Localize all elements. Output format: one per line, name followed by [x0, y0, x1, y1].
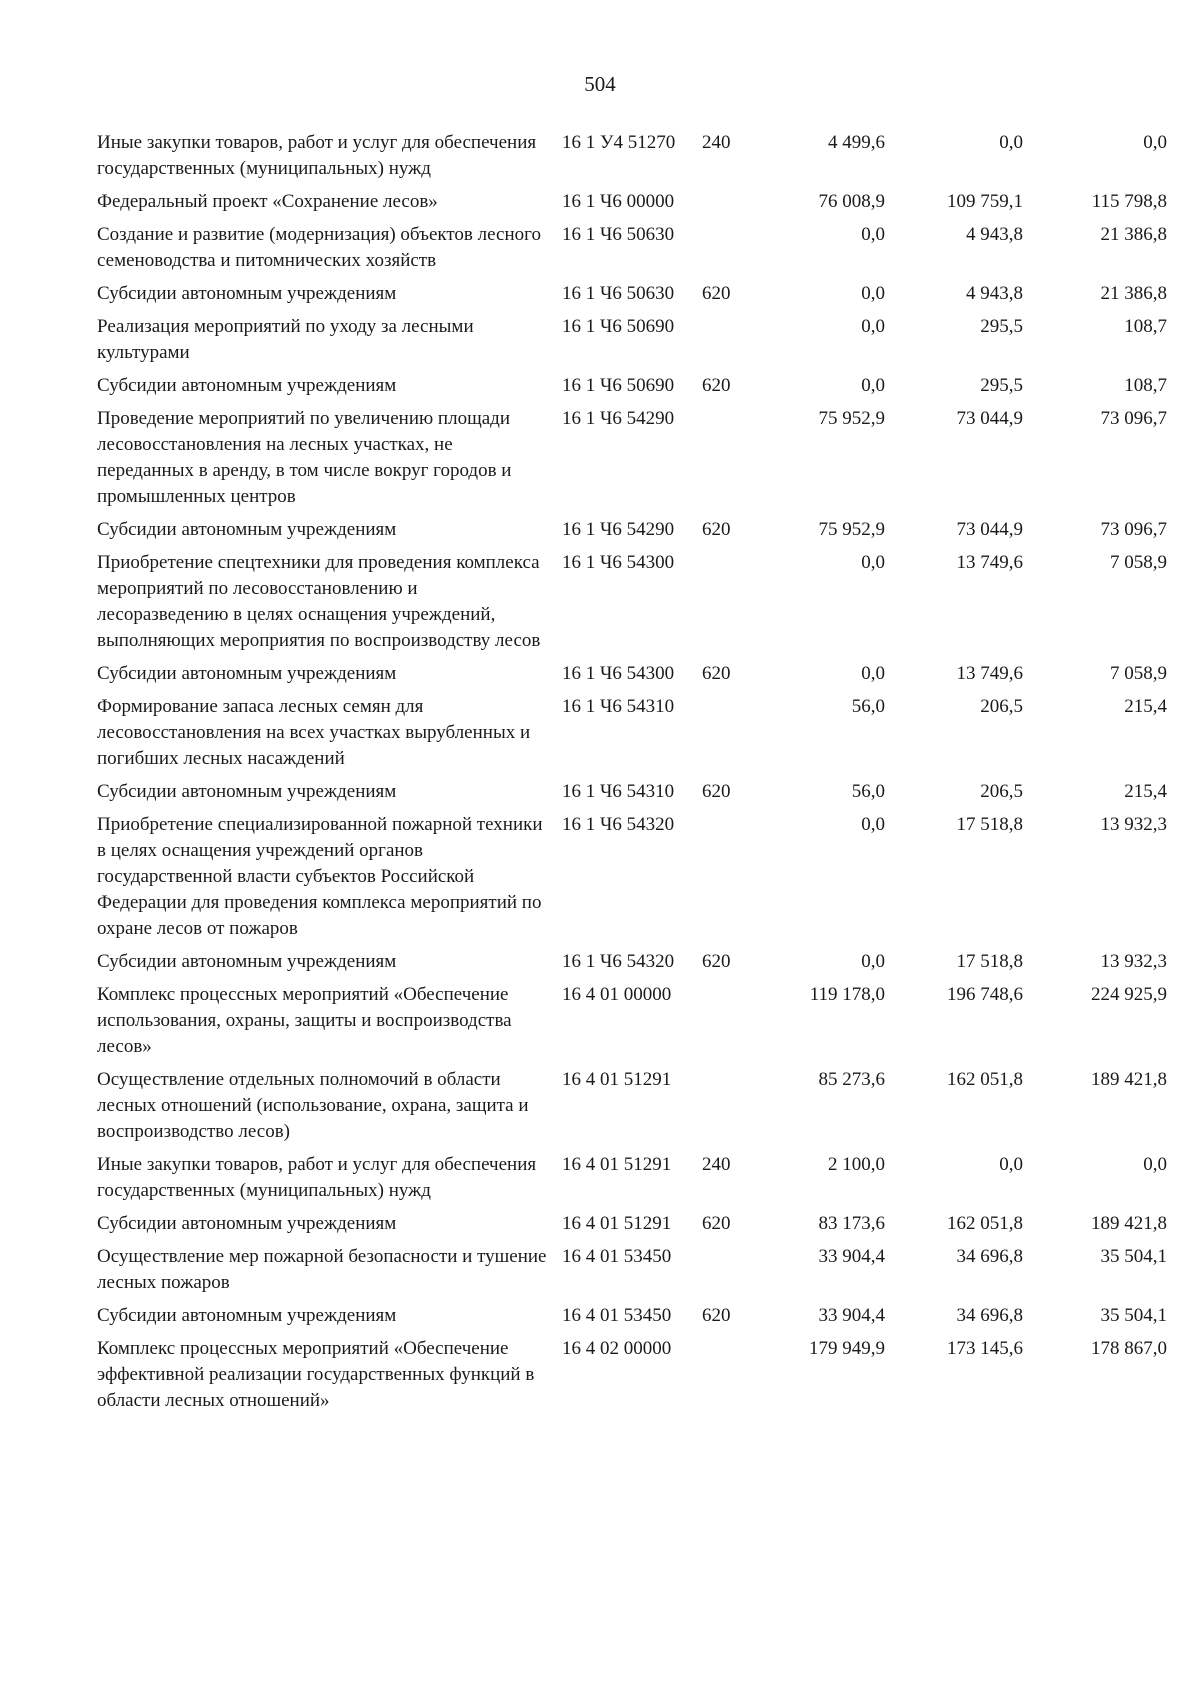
- row-expense-type: [702, 1336, 744, 1421]
- row-amount-year2: 173 145,6: [947, 1338, 1023, 1359]
- row-code: 16 1 Ч6 54300: [562, 552, 675, 573]
- row-amount-year2: 109 759,1: [947, 191, 1023, 212]
- row-name: Проведение мероприятий по увеличению площади лесовосстановления на лесных участках, не переданных в аренду, в том числе вокруг городов и промышленных центров: [97, 408, 512, 507]
- row-expense-type: 620: [702, 519, 731, 540]
- table-row: [97, 1303, 1167, 1336]
- row-expense-type: [702, 982, 744, 1067]
- row-code: 16 1 Ч6 50690: [562, 375, 675, 396]
- table-row: [97, 314, 1167, 373]
- row-name: Иные закупки товаров, работ и услуг для обеспечения государственных (муниципальных) нужд: [97, 132, 537, 179]
- row-amount-year2: 34 696,8: [956, 1246, 1023, 1267]
- row-amount-year1: 56,0: [851, 696, 885, 717]
- table-row: [97, 550, 1167, 661]
- row-amount-year2: 295,5: [980, 375, 1023, 396]
- table-row: [97, 406, 1167, 517]
- row-expense-type: [702, 222, 744, 281]
- row-expense-type: [702, 189, 744, 222]
- row-amount-year3: 73 096,7: [1100, 408, 1167, 429]
- row-amount-year1: 2 100,0: [828, 1154, 885, 1175]
- row-amount-year1: 0,0: [861, 316, 885, 337]
- row-amount-year1: 33 904,4: [818, 1305, 885, 1326]
- row-amount-year3: 35 504,1: [1100, 1246, 1167, 1267]
- row-name: Субсидии автономным учреждениям: [97, 283, 397, 304]
- row-amount-year1: 75 952,9: [818, 519, 885, 540]
- table-row: [97, 1244, 1167, 1303]
- row-amount-year3: 0,0: [1143, 132, 1167, 153]
- row-expense-type: [702, 406, 744, 517]
- row-expense-type: 240: [702, 1154, 731, 1175]
- row-amount-year2: 34 696,8: [956, 1305, 1023, 1326]
- row-expense-type: 620: [702, 663, 731, 684]
- table-row: [97, 1211, 1167, 1244]
- table-row: [97, 694, 1167, 779]
- row-amount-year3: 115 798,8: [1091, 191, 1167, 212]
- row-amount-year3: 7 058,9: [1110, 552, 1167, 573]
- table-row: [97, 1152, 1167, 1211]
- row-code: 16 4 01 51291: [562, 1069, 672, 1090]
- row-name: Субсидии автономным учреждениям: [97, 663, 397, 684]
- row-name: Субсидии автономным учреждениям: [97, 375, 397, 396]
- row-code: 16 1 Ч6 54310: [562, 781, 675, 802]
- row-name: Осуществление мер пожарной безопасности и тушение лесных пожаров: [97, 1246, 547, 1293]
- row-amount-year1: 56,0: [851, 781, 885, 802]
- row-expense-type: 620: [702, 951, 731, 972]
- row-expense-type: 620: [702, 375, 731, 396]
- row-name: Приобретение специализированной пожарной техники в целях оснащения учреждений органов государственной власти субъектов Российской Федерации для проведения комплекса мероприятий по охране лесов от пожаров: [97, 814, 543, 939]
- row-name: Приобретение спецтехники для проведения комплекса мероприятий по лесовосстановлению и лесоразведению в целях оснащения учреждений, выполняющих мероприятия по воспроизводству лесов: [97, 552, 541, 651]
- table-row: [97, 189, 1167, 222]
- row-amount-year3: 0,0: [1143, 1154, 1167, 1175]
- row-amount-year1: 0,0: [861, 814, 885, 835]
- row-amount-year2: 73 044,9: [956, 408, 1023, 429]
- row-code: 16 1 Ч6 54300: [562, 663, 675, 684]
- row-amount-year3: 21 386,8: [1100, 283, 1167, 304]
- table-row: [97, 373, 1167, 406]
- table-row: [97, 982, 1167, 1067]
- row-amount-year2: 206,5: [980, 781, 1023, 802]
- row-name: Субсидии автономным учреждениям: [97, 951, 397, 972]
- row-name: Создание и развитие (модернизация) объектов лесного семеноводства и питомнических хозяйств: [97, 224, 541, 271]
- row-amount-year2: 206,5: [980, 696, 1023, 717]
- row-amount-year1: 0,0: [861, 552, 885, 573]
- row-expense-type: [702, 812, 744, 949]
- row-expense-type: [702, 1244, 744, 1303]
- row-amount-year2: 73 044,9: [956, 519, 1023, 540]
- row-amount-year3: 108,7: [1124, 316, 1167, 337]
- row-amount-year2: 295,5: [980, 316, 1023, 337]
- row-amount-year3: 13 932,3: [1100, 814, 1167, 835]
- row-name: Субсидии автономным учреждениям: [97, 1213, 397, 1234]
- row-expense-type: 240: [702, 132, 731, 153]
- row-code: 16 1 Ч6 54290: [562, 519, 675, 540]
- row-amount-year1: 0,0: [861, 663, 885, 684]
- row-expense-type: [702, 314, 744, 373]
- row-name: Реализация мероприятий по уходу за лесными культурами: [97, 316, 474, 363]
- row-amount-year1: 119 178,0: [809, 984, 885, 1005]
- table-row: [97, 222, 1167, 281]
- table-row: [97, 130, 1167, 189]
- row-amount-year3: 224 925,9: [1091, 984, 1167, 1005]
- row-amount-year1: 179 949,9: [809, 1338, 885, 1359]
- table-row: [97, 517, 1167, 550]
- row-code: 16 1 Ч6 54320: [562, 951, 675, 972]
- row-code: 16 1 Ч6 54290: [562, 408, 675, 429]
- row-amount-year3: 215,4: [1124, 696, 1167, 717]
- row-amount-year1: 0,0: [861, 283, 885, 304]
- row-code: 16 4 01 53450: [562, 1305, 672, 1326]
- row-name: Субсидии автономным учреждениям: [97, 1305, 397, 1326]
- table-row: [97, 812, 1167, 949]
- table-row: [97, 949, 1167, 982]
- row-code: 16 1 Ч6 50690: [562, 316, 675, 337]
- row-code: 16 4 01 51291: [562, 1213, 672, 1234]
- row-amount-year3: 35 504,1: [1100, 1305, 1167, 1326]
- row-amount-year1: 0,0: [861, 375, 885, 396]
- row-amount-year2: 13 749,6: [956, 663, 1023, 684]
- row-expense-type: [702, 1067, 744, 1152]
- row-amount-year1: 0,0: [861, 224, 885, 245]
- row-expense-type: [702, 550, 744, 661]
- row-name: Осуществление отдельных полномочий в области лесных отношений (использование, охрана, защита и воспроизводство лесов): [97, 1069, 529, 1142]
- row-amount-year2: 17 518,8: [956, 814, 1023, 835]
- row-amount-year1: 4 499,6: [828, 132, 885, 153]
- table-row: [97, 1336, 1167, 1421]
- row-amount-year3: 189 421,8: [1091, 1213, 1167, 1234]
- row-code: 16 1 У4 51270: [562, 132, 676, 153]
- row-code: 16 4 01 53450: [562, 1246, 672, 1267]
- row-expense-type: 620: [702, 781, 731, 802]
- page-number: 504: [584, 72, 616, 96]
- row-amount-year2: 4 943,8: [966, 283, 1023, 304]
- row-code: 16 1 Ч6 00000: [562, 191, 675, 212]
- row-amount-year1: 85 273,6: [818, 1069, 885, 1090]
- row-amount-year1: 83 173,6: [818, 1213, 885, 1234]
- row-expense-type: 620: [702, 1305, 731, 1326]
- row-name: Комплекс процессных мероприятий «Обеспечение эффективной реализации государственных функций в области лесных отношений»: [97, 1338, 535, 1411]
- row-name: Иные закупки товаров, работ и услуг для обеспечения государственных (муниципальных) нужд: [97, 1154, 537, 1201]
- row-amount-year2: 0,0: [999, 132, 1023, 153]
- row-amount-year3: 21 386,8: [1100, 224, 1167, 245]
- row-expense-type: 620: [702, 1213, 731, 1234]
- row-name: Комплекс процессных мероприятий «Обеспечение использования, охраны, защиты и воспроизводства лесов»: [97, 984, 512, 1057]
- table-row: [97, 281, 1167, 314]
- table-row: [97, 661, 1167, 694]
- row-code: 16 1 Ч6 54320: [562, 814, 675, 835]
- row-expense-type: [702, 694, 744, 779]
- row-code: 16 1 Ч6 50630: [562, 224, 675, 245]
- budget-table: [97, 130, 1167, 1421]
- row-amount-year3: 189 421,8: [1091, 1069, 1167, 1090]
- row-amount-year1: 0,0: [861, 951, 885, 972]
- row-amount-year3: 73 096,7: [1100, 519, 1167, 540]
- table-row: [97, 1067, 1167, 1152]
- row-expense-type: 620: [702, 283, 731, 304]
- row-amount-year3: 215,4: [1124, 781, 1167, 802]
- row-amount-year1: 33 904,4: [818, 1246, 885, 1267]
- row-amount-year2: 162 051,8: [947, 1213, 1023, 1234]
- row-amount-year2: 0,0: [999, 1154, 1023, 1175]
- row-amount-year2: 13 749,6: [956, 552, 1023, 573]
- row-amount-year2: 162 051,8: [947, 1069, 1023, 1090]
- row-name: Федеральный проект «Сохранение лесов»: [97, 191, 438, 212]
- row-code: 16 1 Ч6 54310: [562, 696, 675, 717]
- row-amount-year2: 196 748,6: [947, 984, 1023, 1005]
- row-name: Формирование запаса лесных семян для лесовосстановления на всех участках вырубленных и погибших лесных насаждений: [97, 696, 531, 769]
- row-amount-year3: 178 867,0: [1091, 1338, 1167, 1359]
- row-amount-year3: 13 932,3: [1100, 951, 1167, 972]
- row-amount-year3: 108,7: [1124, 375, 1167, 396]
- row-code: 16 4 01 51291: [562, 1154, 672, 1175]
- row-code: 16 4 02 00000: [562, 1338, 672, 1359]
- row-code: 16 4 01 00000: [562, 984, 672, 1005]
- budget-table-body: [97, 130, 1167, 1421]
- table-row: [97, 779, 1167, 812]
- row-amount-year1: 76 008,9: [818, 191, 885, 212]
- row-amount-year3: 7 058,9: [1110, 663, 1167, 684]
- row-name: Субсидии автономным учреждениям: [97, 781, 397, 802]
- row-amount-year2: 4 943,8: [966, 224, 1023, 245]
- row-amount-year1: 75 952,9: [818, 408, 885, 429]
- row-name: Субсидии автономным учреждениям: [97, 519, 397, 540]
- row-amount-year2: 17 518,8: [956, 951, 1023, 972]
- row-code: 16 1 Ч6 50630: [562, 283, 675, 304]
